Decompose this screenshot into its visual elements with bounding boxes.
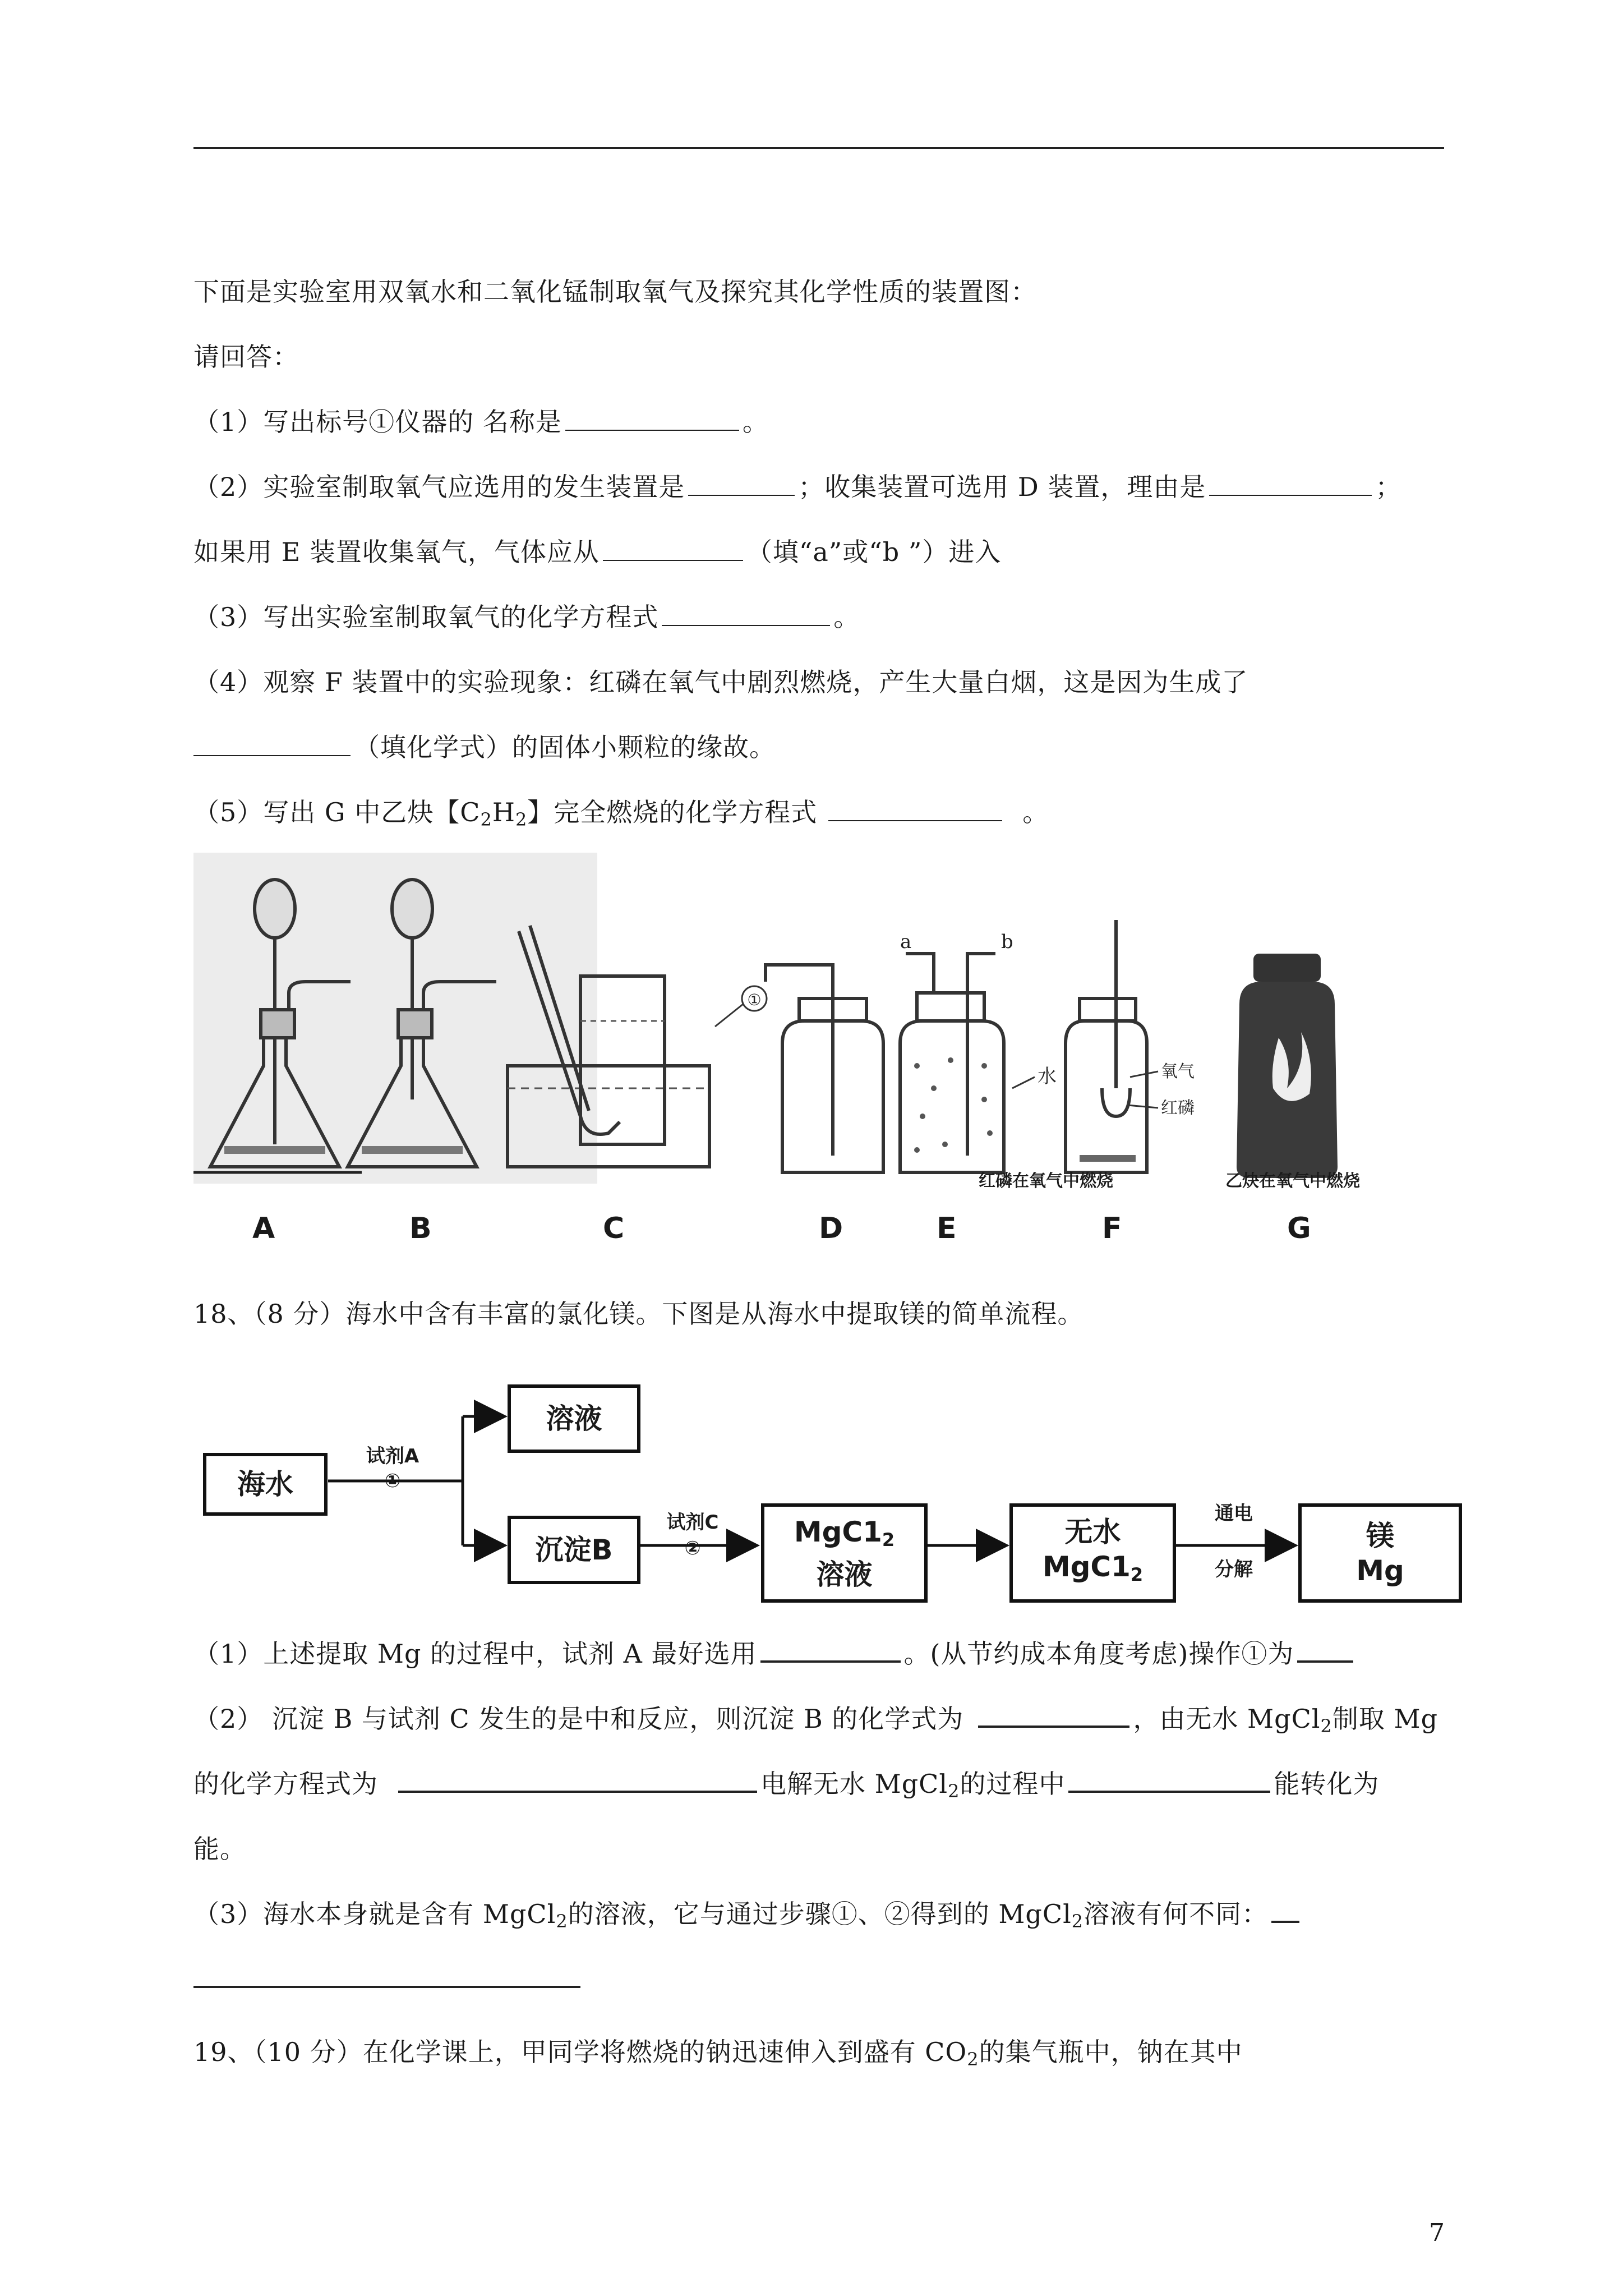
label-electrify: 通电	[1215, 1502, 1253, 1525]
answer-blank[interactable]	[662, 601, 830, 626]
box-seawater: 海水	[203, 1453, 328, 1516]
q17-part2-b: ；收集装置可选用 D 装置，理由是	[798, 472, 1206, 502]
subscript: 2	[1320, 1715, 1332, 1737]
q18-part2-d: 的化学方程式为	[193, 1769, 378, 1799]
anhydrous-formula: MgC1	[1042, 1550, 1131, 1583]
apparatus-figure	[193, 853, 1399, 1257]
q17-part3	[193, 600, 860, 634]
label-g: G	[1287, 1212, 1311, 1245]
answer-blank[interactable]	[978, 1702, 1129, 1728]
q17-part5-b: 】完全燃烧的化学方程式	[527, 797, 818, 827]
q17-part4: （4）观察 F 装置中的实验现象：红磷在氧气中剧烈燃烧，产生大量白烟，这是因为生成了	[193, 667, 1248, 697]
answer-blank[interactable]	[1271, 1897, 1299, 1923]
label-f: F	[1102, 1212, 1122, 1245]
q17-part4-b: （填化学式）的固体小颗粒的缘故。	[354, 732, 776, 762]
label-reagent-a: 试剂A	[366, 1445, 419, 1467]
subscript: 2	[1071, 1911, 1084, 1932]
apparatus-drawing	[193, 853, 1399, 1189]
answer-blank[interactable]	[760, 1637, 901, 1663]
anhydrous-word: 无水	[1064, 1515, 1121, 1548]
q18-part2	[193, 1702, 1438, 1743]
apparatus-d	[766, 965, 883, 1172]
q18-title: 18、（8 分）海水中含有丰富的氯化镁。下图是从海水中提取镁的简单流程。	[193, 1299, 1084, 1329]
f-label-oxygen: 氧气	[1161, 1062, 1195, 1082]
q18-part2-c: 制取 Mg	[1332, 1704, 1438, 1734]
q17-part2	[193, 470, 1401, 504]
q18-part1-a: （1）上述提取 Mg 的过程中，试剂 A 最好选用	[193, 1639, 757, 1669]
q18-part2-b: ，由无水 MgCl	[1133, 1704, 1321, 1734]
q17-part1-end: 。	[742, 407, 769, 437]
subscript: 2	[515, 809, 528, 830]
subscript: 2	[556, 1911, 568, 1932]
header-rule	[193, 147, 1444, 149]
q17-part2-e: （填“a”或“b ”）进入	[746, 537, 1002, 567]
mgcl2-solution-word: 溶液	[816, 1558, 873, 1591]
answer-blank[interactable]	[828, 797, 1002, 821]
q18-part2-e: 电解无水 MgCl	[760, 1769, 948, 1799]
box-magnesium	[1298, 1503, 1462, 1603]
apparatus-f	[1066, 920, 1158, 1172]
label-reagent-c: 试剂C	[666, 1511, 719, 1534]
label-a: A	[252, 1212, 275, 1245]
intro-line-2: 请回答：	[193, 342, 299, 372]
mg-symbol: Mg	[1356, 1554, 1404, 1587]
label-d: D	[819, 1212, 843, 1245]
box-mgcl2-solution	[761, 1503, 928, 1603]
answer-blank[interactable]	[688, 471, 795, 496]
q17-part2-a: （2）实验室制取氧气应选用的发生装置是	[193, 472, 685, 502]
page-number: 7	[1429, 2219, 1445, 2247]
q18-part1-b: 。(从节约成本角度考虑)操作①为	[903, 1639, 1294, 1669]
q19-text-end: 的集气瓶中，钠在其中	[979, 2037, 1243, 2067]
q17-part5-end: 。	[1022, 797, 1049, 827]
answer-blank[interactable]	[565, 406, 739, 431]
box-anhydrous-mgcl2	[1009, 1503, 1176, 1603]
q18-part2-a: （2） 沉淀 B 与试剂 C 发生的是中和反应，则沉淀 B 的化学式为	[193, 1704, 964, 1734]
q19-line	[193, 2035, 1243, 2076]
water-dots	[914, 1057, 993, 1153]
subscript: 2	[882, 1529, 895, 1550]
box-precipitate-b: 沉淀B	[508, 1516, 640, 1584]
mgcl2-formula: MgC1	[794, 1515, 882, 1548]
q18-part3	[193, 1897, 1303, 1938]
label-c: C	[603, 1212, 625, 1245]
q17-part1-text: （1）写出标号①仪器的 名称是	[193, 407, 562, 437]
subscript: 2	[967, 2049, 979, 2070]
mg-word: 镁	[1366, 1519, 1394, 1552]
label-e: E	[937, 1212, 957, 1245]
q17-part2-d: 如果用 E 装置收集氧气，气体应从	[193, 537, 600, 567]
q17-part2-c: ；	[1375, 472, 1402, 502]
apparatus-g	[1237, 954, 1338, 1178]
marker-1: ①	[747, 991, 762, 1009]
q19-text: 19、（10 分）在化学课上，甲同学将燃烧的钠迅速伸入到盛有 CO	[193, 2037, 967, 2067]
q18-part2-g: 能转化为	[1274, 1769, 1380, 1799]
e-label-b: b	[1001, 931, 1013, 953]
label-step-1: ①	[384, 1470, 401, 1492]
intro-line-1: 下面是实验室用双氧水和二氧化锰制取氧气及探究其化学性质的装置图：	[193, 277, 1037, 307]
subscript: 2	[480, 809, 492, 830]
answer-blank[interactable]	[603, 536, 743, 561]
apparatus-e	[900, 954, 1035, 1172]
answer-line[interactable]	[193, 1986, 580, 1988]
q18-part2-f: 的过程中	[960, 1769, 1066, 1799]
f-caption: 红磷在氧气中燃烧	[979, 1171, 1113, 1191]
e-label-water: 水	[1038, 1065, 1057, 1088]
q18-part1	[193, 1637, 1357, 1671]
q18-part2-end: 能。	[193, 1834, 246, 1864]
g-caption: 乙炔在氧气中燃烧	[1225, 1171, 1360, 1191]
box-solution: 溶液	[508, 1384, 640, 1453]
q17-part5-a: （5）写出 G 中乙炔【C	[193, 797, 481, 827]
answer-blank[interactable]	[1209, 471, 1372, 496]
label-step-2: ②	[684, 1537, 701, 1559]
q17-part2-cont	[193, 535, 1001, 569]
label-b: B	[409, 1212, 432, 1245]
q18-part3-c: 溶液有何不同：	[1083, 1899, 1269, 1929]
label-decompose: 分解	[1215, 1558, 1253, 1581]
answer-blank[interactable]	[1068, 1767, 1270, 1793]
formula-h: H	[492, 797, 515, 827]
answer-blank[interactable]	[398, 1767, 757, 1793]
answer-blank[interactable]	[193, 731, 351, 756]
q17-part1	[193, 405, 769, 439]
extraction-flowchart	[193, 1369, 1483, 1604]
q17-part5	[193, 795, 1049, 836]
q18-part2-cont	[193, 1767, 1379, 1808]
q17-part3-text: （3）写出实验室制取氧气的化学方程式	[193, 602, 659, 632]
q17-part4-cont	[193, 730, 776, 764]
e-label-a: a	[900, 931, 912, 953]
q18-part3-a: （3）海水本身就是含有 MgCl	[193, 1899, 556, 1929]
q18-part3-b: 的溶液，它与通过步骤①、②得到的 MgCl	[568, 1899, 1072, 1929]
q17-part3-end: 。	[833, 602, 860, 632]
f-label-phosphorus: 红磷	[1161, 1098, 1195, 1118]
subscript: 2	[1130, 1563, 1144, 1585]
answer-blank[interactable]	[1297, 1637, 1353, 1663]
subscript: 2	[948, 1780, 960, 1802]
